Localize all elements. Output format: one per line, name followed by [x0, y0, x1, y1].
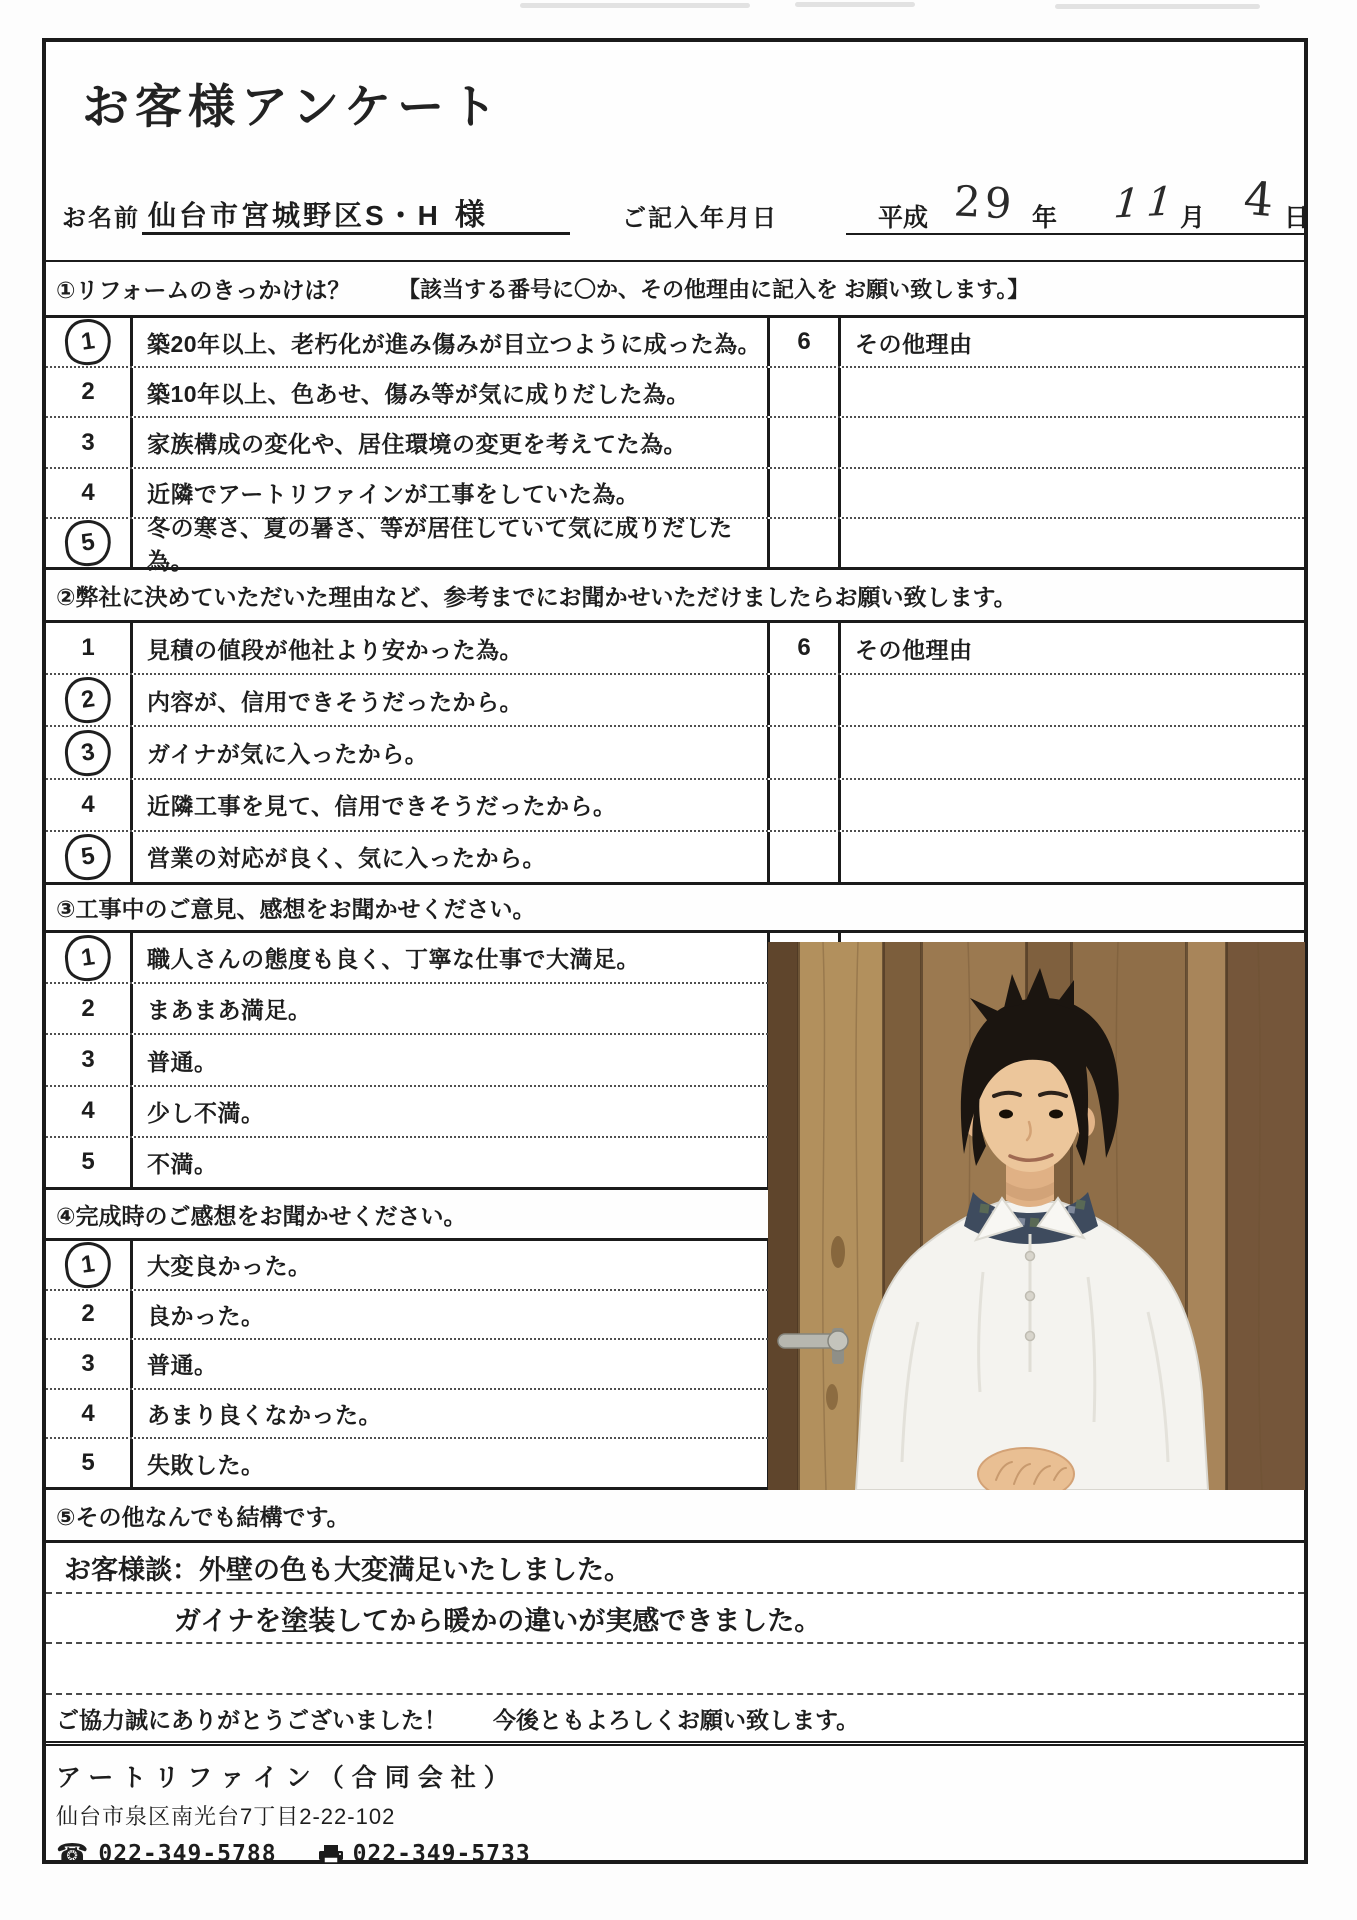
other-number-cell — [767, 368, 841, 416]
other-number-cell — [767, 675, 841, 725]
option-text-cell — [133, 1138, 767, 1187]
option-text: 普通。 — [147, 1048, 218, 1075]
option-text: 冬の寒さ、夏の暑さ、等が居住していて気に成りだした為。 — [147, 514, 733, 574]
option-text: 家族構成の変化や、居住環境の変更を考えてた為。 — [147, 431, 688, 457]
q2-option-row-1 — [46, 623, 1304, 673]
q2-option-row-5 — [46, 830, 1304, 882]
option-number: 4 — [81, 1399, 95, 1427]
option-text: 不満。 — [147, 1150, 218, 1177]
company-address: 仙台市泉区南光台7丁目2-22-102 — [56, 1804, 396, 1829]
q2-heading-row — [46, 570, 1304, 620]
honorific: 様 — [454, 199, 485, 232]
option-text-cell — [133, 1439, 767, 1487]
option-text-cell — [133, 727, 767, 777]
option-number-cell — [46, 933, 133, 982]
option-number-cell — [46, 469, 133, 517]
option-number: 5 — [62, 517, 114, 569]
handwritten-month: 11 — [1107, 178, 1186, 228]
other-number-cell — [767, 318, 841, 366]
company-name: アートリファイン（合同会社） — [56, 1764, 517, 1792]
option-text-cell — [133, 318, 767, 366]
option-number: 2 — [81, 1300, 95, 1328]
comment-line-1 — [46, 1543, 1304, 1592]
option-number: 1 — [62, 932, 114, 984]
option-text: 普通。 — [147, 1352, 218, 1379]
customer-name-wrap — [148, 190, 485, 234]
other-write-in-area — [841, 368, 1304, 416]
option-text: 失敗した。 — [147, 1451, 265, 1478]
option-text-cell — [133, 675, 767, 725]
q1-instruction: 【該当する番号に〇か、その他理由に記入を お願い致します。】 — [398, 277, 1030, 302]
other-label: その他理由 — [855, 330, 973, 357]
option-number: 1 — [62, 316, 114, 368]
comments-block — [46, 1540, 1304, 1695]
option-number: 1 — [62, 1239, 114, 1291]
option-number-cell — [46, 318, 133, 366]
month-unit: 月 — [1180, 204, 1206, 232]
option-number-cell — [46, 1241, 133, 1289]
option-text-cell — [133, 1035, 767, 1084]
option-text: 築10年以上、色あせ、傷み等が気に成りだした為。 — [147, 380, 690, 407]
option-number-cell — [46, 984, 133, 1033]
page-title: お客様アンケート — [82, 80, 504, 135]
option-number-cell — [46, 1138, 133, 1187]
option-number: 3 — [81, 428, 95, 456]
handwritten-day: 4 — [1241, 170, 1276, 228]
option-number-cell — [46, 1439, 133, 1487]
option-number: 3 — [81, 1046, 95, 1073]
other-number-cell — [767, 469, 841, 517]
q1-options-table — [46, 315, 1304, 574]
company-phones — [56, 1839, 1304, 1869]
customer-name: 仙台市宮城野区S・H — [148, 200, 441, 231]
q4-heading: ④完成時のご感想をお聞かせください。 — [56, 1202, 467, 1229]
other-number: 6 — [797, 328, 811, 356]
thanks-row — [46, 1695, 1304, 1746]
name-date-row — [46, 42, 1310, 260]
option-number: 5 — [81, 1449, 95, 1477]
fax-number: 022-349-5733 — [352, 1841, 531, 1867]
name-label: お名前 — [62, 205, 140, 232]
option-number-cell — [46, 1340, 133, 1388]
handwritten-year: 29 — [952, 176, 1017, 229]
other-label: その他理由 — [855, 636, 973, 663]
q5-heading-row — [46, 1490, 1304, 1540]
option-text: 良かった。 — [147, 1302, 265, 1329]
option-number: 3 — [81, 1349, 95, 1377]
other-number-cell — [767, 780, 841, 830]
date-underline — [846, 233, 1304, 235]
option-text-cell — [133, 933, 767, 982]
option-text: 見積の値段が他社より安かった為。 — [147, 636, 523, 663]
option-text: 職人さんの態度も良く、丁寧な仕事で大満足。 — [147, 946, 641, 973]
option-number: 1 — [81, 634, 95, 662]
option-text: あまり良くなかった。 — [147, 1402, 382, 1429]
option-text-cell — [133, 1291, 767, 1339]
other-write-in-area — [841, 519, 1304, 567]
option-text: 営業の対応が良く、気に入ったから。 — [147, 845, 547, 872]
other-write-in-area — [841, 727, 1304, 777]
option-text-cell — [133, 623, 767, 673]
option-number: 4 — [81, 1097, 95, 1125]
option-number-cell — [46, 1291, 133, 1339]
thanks-message: ご協力誠にありがとうございました！ 今後ともよろしくお願い致します。 — [56, 1706, 860, 1733]
option-number-cell — [46, 1087, 133, 1136]
option-number-cell — [46, 519, 133, 567]
option-text-cell — [133, 418, 767, 466]
option-text: 近隣工事を見て、信用できそうだったから。 — [147, 793, 617, 820]
option-number: 2 — [81, 994, 95, 1022]
other-number-cell — [767, 727, 841, 777]
option-text: 大変良かった。 — [147, 1253, 312, 1280]
option-number-cell — [46, 675, 133, 725]
form-border — [42, 38, 1310, 1869]
option-number: 2 — [62, 674, 114, 726]
option-number-cell — [46, 727, 133, 777]
other-number: 6 — [797, 634, 811, 662]
option-number: 2 — [81, 378, 95, 406]
comment-text: お客様談：外壁の色も大変満足いたしました。 — [64, 1554, 631, 1585]
option-text: 築20年以上、老朽化が進み傷みが目立つように成った為。 — [147, 330, 762, 357]
date-label: ご記入年月日 — [622, 205, 778, 232]
option-text-cell — [133, 984, 767, 1033]
option-text: 内容が、信用できそうだったから。 — [147, 688, 523, 715]
fax-icon — [319, 1844, 343, 1864]
q1-heading-row — [46, 260, 1304, 315]
q1-option-row-3 — [46, 416, 1304, 466]
other-label-cell — [841, 623, 1304, 673]
q1-option-row-2 — [46, 366, 1304, 416]
year-unit: 年 — [1032, 204, 1058, 232]
scan-artifact — [1055, 4, 1260, 9]
comment-line-2 — [46, 1592, 1304, 1643]
other-number-cell — [767, 519, 841, 567]
q2-options-table — [46, 620, 1304, 885]
other-number-cell — [767, 832, 841, 882]
option-text-cell — [133, 368, 767, 416]
q5-heading: ⑤その他なんでも結構です。 — [56, 1503, 350, 1530]
option-number-cell — [46, 780, 133, 830]
option-text: ガイナが気に入ったから。 — [147, 741, 429, 767]
q3-heading-row — [46, 885, 1304, 930]
other-number-cell — [767, 623, 841, 673]
option-text: 少し不満。 — [147, 1099, 265, 1126]
scan-artifact — [520, 3, 750, 8]
other-write-in-area — [841, 780, 1304, 830]
other-write-in-area — [841, 675, 1304, 725]
other-number-cell — [767, 418, 841, 466]
option-number: 3 — [62, 727, 114, 779]
phone-number: 022-349-5788 — [98, 1841, 277, 1867]
other-write-in-area — [841, 418, 1304, 466]
q2-option-row-4 — [46, 778, 1304, 830]
q1-option-row-1 — [46, 318, 1304, 366]
option-number-cell — [46, 1035, 133, 1084]
other-label-cell — [841, 318, 1304, 366]
name-underline — [142, 232, 570, 235]
option-number: 5 — [81, 1148, 95, 1176]
day-unit: 日 — [1284, 204, 1310, 232]
option-text-cell — [133, 1241, 767, 1289]
option-number: 4 — [81, 790, 95, 818]
option-number-cell — [46, 418, 133, 466]
comment-text: ガイナを塗装してから暖かの違いが実感できました。 — [174, 1605, 822, 1636]
option-text-cell — [133, 514, 767, 574]
q1-option-row-5 — [46, 514, 1304, 574]
era-label: 平成 — [878, 204, 929, 232]
customer-photo — [768, 942, 1305, 1490]
comment-line-3-empty — [46, 1642, 1304, 1693]
option-text: まあまあ満足。 — [147, 997, 312, 1024]
option-text-cell — [133, 832, 767, 882]
scan-artifact — [795, 2, 915, 7]
customer-photo-image — [768, 942, 1305, 1490]
phone-icon: ☎ — [56, 1839, 89, 1869]
q1-heading: ①リフォームのきっかけは？ — [56, 277, 351, 303]
option-number-cell — [46, 623, 133, 673]
option-number: 4 — [81, 478, 95, 506]
other-write-in-area — [841, 832, 1304, 882]
q2-option-row-3 — [46, 725, 1304, 777]
option-number-cell — [46, 368, 133, 416]
option-text: 近隣でアートリファインが工事をしていた為。 — [147, 481, 640, 508]
other-write-in-area — [841, 469, 1304, 517]
q2-heading: ②弊社に決めていただいた理由など、参考までにお聞かせいただけましたらお願い致します。 — [56, 583, 1017, 610]
option-text-cell — [133, 1087, 767, 1136]
option-number-cell — [46, 832, 133, 882]
option-text-cell — [133, 1340, 767, 1388]
q2-option-row-2 — [46, 673, 1304, 725]
option-number: 5 — [62, 831, 114, 883]
option-text-cell — [133, 1390, 767, 1438]
q3-heading: ③工事中のご意見、感想をお聞かせください。 — [56, 896, 536, 922]
option-number-cell — [46, 1390, 133, 1438]
option-text-cell — [133, 780, 767, 830]
company-block — [46, 1746, 1304, 1869]
